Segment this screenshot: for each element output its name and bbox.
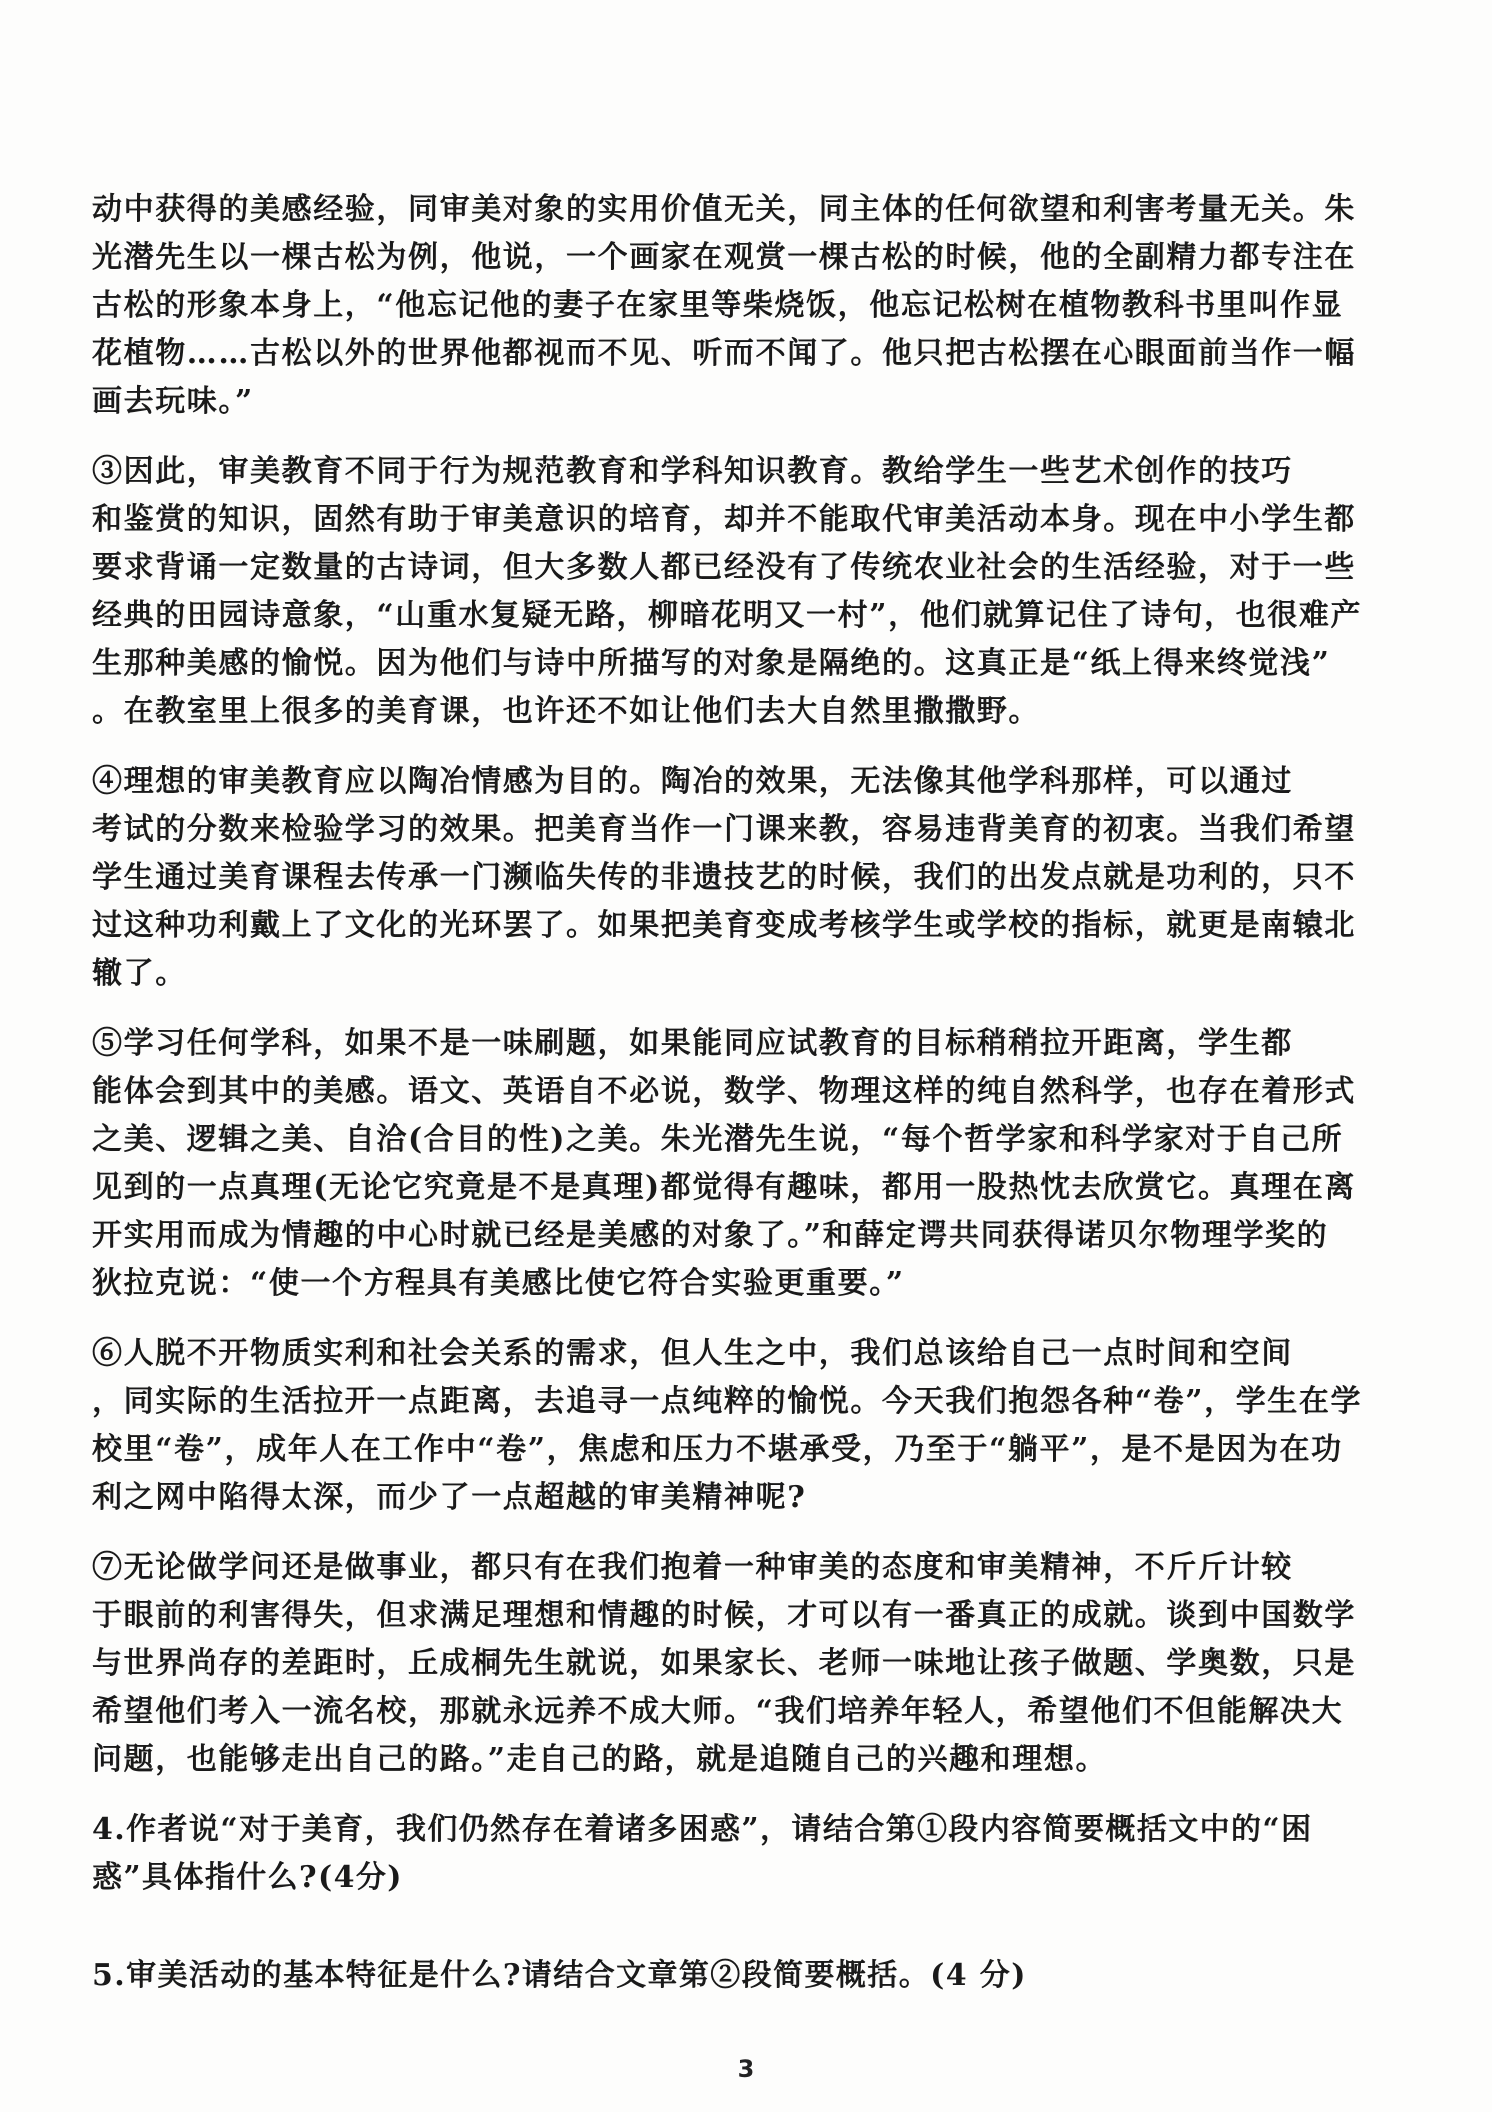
text-line: 画去玩味。”: [92, 384, 254, 419]
question-text-line: 4.作者说“对于美育，我们仍然存在着诸多困惑”，请结合第①段内容简要概括文中的“困: [92, 1812, 1313, 1847]
text-line: 见到的一点真理(无论它究竟是不是真理)都觉得有趣味，都用一股热忱去欣赏它。真理在离: [92, 1170, 1356, 1205]
text-line: 古松的形象本身上，“他忘记他的妻子在家里等柴烧饭，他忘记松树在植物教科书里叫作显: [92, 288, 1344, 323]
page-number: 3: [737, 2055, 755, 2083]
question-text-line: 5.审美活动的基本特征是什么?请结合文章第②段简要概括。(4 分): [92, 1958, 1027, 1993]
text-line: 。在教室里上很多的美育课，也许还不如让他们去大自然里撒撒野。: [92, 694, 1040, 729]
text-line: 动中获得的美感经验，同审美对象的实用价值无关，同主体的任何欲望和利害考量无关。朱: [92, 192, 1356, 227]
text-line: ⑦无论做学问还是做事业，都只有在我们抱着一种审美的态度和审美精神，不斤斤计较: [92, 1550, 1293, 1585]
text-line: 与世界尚存的差距时，丘成桐先生就说，如果家长、老师一味地让孩子做题、学奥数，只是: [92, 1646, 1356, 1681]
question-4: [92, 1806, 1392, 1902]
text-line: 能体会到其中的美感。语文、英语自不必说，数学、物理这样的纯自然科学，也存在着形式: [92, 1074, 1356, 1109]
paragraph-3: [92, 448, 1392, 736]
article-body: [92, 186, 1392, 2000]
text-line: 开实用而成为情趣的中心时就已经是美感的对象了。”和薛定谔共同获得诺贝尔物理学奖的: [92, 1218, 1329, 1253]
text-line: 校里“卷”，成年人在工作中“卷”，焦虑和压力不堪承受，乃至于“躺平”，是不是因为在功: [92, 1432, 1343, 1467]
text-line: 和鉴赏的知识，固然有助于审美意识的培育，却并不能取代审美活动本身。现在中小学生都: [92, 502, 1356, 537]
paragraph-2-continuation: [92, 186, 1392, 426]
text-line: 经典的田园诗意象，“山重水复疑无路，柳暗花明又一村”，他们就算记住了诗句，也很难产: [92, 598, 1363, 633]
paragraph-6: [92, 1330, 1392, 1522]
text-line: ，同实际的生活拉开一点距离，去追寻一点纯粹的愉悦。今天我们抱怨各种“卷”，学生在学: [92, 1384, 1363, 1419]
text-line: 狄拉克说：“使一个方程具有美感比使它符合实验更重要。”: [92, 1266, 905, 1301]
text-line: 利之网中陷得太深，而少了一点超越的审美精神呢?: [92, 1480, 807, 1515]
text-line: 希望他们考入一流名校，那就永远养不成大师。“我们培养年轻人，希望他们不但能解决大: [92, 1694, 1344, 1729]
paragraph-7: [92, 1544, 1392, 1784]
text-line: 辙了。: [92, 956, 187, 991]
text-line: ⑤学习任何学科，如果不是一味刷题，如果能同应试教育的目标稍稍拉开距离，学生都: [92, 1026, 1293, 1061]
text-line: 考试的分数来检验学习的效果。把美育当作一门课来教，容易违背美育的初衷。当我们希望: [92, 812, 1356, 847]
paragraph-5: [92, 1020, 1392, 1308]
text-line: 过这种功利戴上了文化的光环罢了。如果把美育变成考核学生或学校的指标，就更是南辕北: [92, 908, 1356, 943]
text-line: 花植物……古松以外的世界他都视而不见、听而不闻了。他只把古松摆在心眼面前当作一幅: [92, 336, 1356, 371]
text-line: ⑥人脱不开物质实利和社会关系的需求，但人生之中，我们总该给自己一点时间和空间: [92, 1336, 1293, 1371]
text-line: 之美、逻辑之美、自洽(合目的性)之美。朱光潜先生说，“每个哲学家和科学家对于自己所: [92, 1122, 1344, 1157]
text-line: 于眼前的利害得失，但求满足理想和情趣的时候，才可以有一番真正的成就。谈到中国数学: [92, 1598, 1356, 1633]
text-line: ③因此，审美教育不同于行为规范教育和学科知识教育。教给学生一些艺术创作的技巧: [92, 454, 1293, 489]
text-line: 生那种美感的愉悦。因为他们与诗中所描写的对象是隔绝的。这真正是“纸上得来终觉浅”: [92, 646, 1331, 681]
text-line: ④理想的审美教育应以陶冶情感为目的。陶冶的效果，无法像其他学科那样，可以通过: [92, 764, 1293, 799]
question-5: [92, 1952, 1392, 2000]
question-text-line: 惑”具体指什么?(4分): [92, 1860, 403, 1895]
text-line: 问题，也能够走出自己的路。”走自己的路，就是追随自己的兴趣和理想。: [92, 1742, 1108, 1777]
paragraph-4: [92, 758, 1392, 998]
text-line: 学生通过美育课程去传承一门濒临失传的非遗技艺的时候，我们的出发点就是功利的，只不: [92, 860, 1356, 895]
text-line: 要求背诵一定数量的古诗词，但大多数人都已经没有了传统农业社会的生活经验，对于一些: [92, 550, 1356, 585]
text-line: 光潜先生以一棵古松为例，他说，一个画家在观赏一棵古松的时候，他的全副精力都专注在: [92, 240, 1356, 275]
